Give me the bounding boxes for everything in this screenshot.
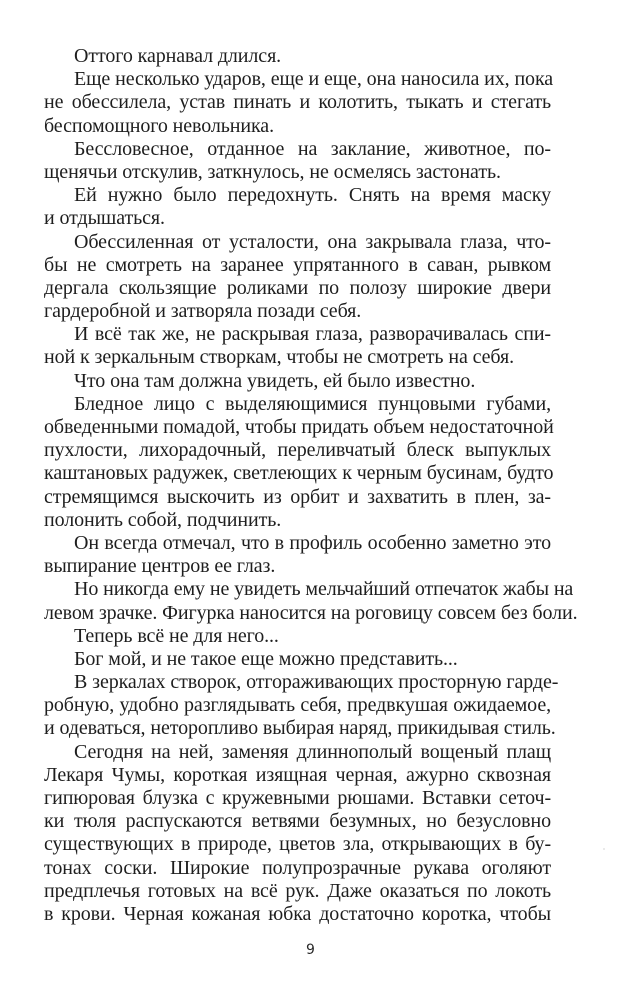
paragraph-line: Лекаря Чумы, короткая изящная черная, ажурно сквозная [44,763,551,786]
paragraph-line: стремящимся выскочить из орбит и захватить в плен, за- [44,485,551,508]
paragraph-line: Ей нужно было передохнуть. Снять на время маску [74,184,551,207]
paragraph-line: робную, удобно разглядывать себя, предвкушая ожидаемое, [44,694,551,717]
paragraph-line: каштановых радужек, светлеющих к черным бусинам, будто [44,462,554,485]
paragraph-line: гипюровая блузка с кружевными рюшами. Вставки сеточ- [44,787,551,809]
page-number: 9 [306,942,315,958]
paragraph-line: щенячьи отскулив, заткнулось, не осмелясь застонать. [44,160,501,183]
paragraph-line: в крови. Черная кожаная юбка достаточно коротка, чтобы [44,902,551,925]
paragraph-line: Оттого карнавал длился. [74,45,282,67]
paragraph-line: И всё так же, не раскрывая глаза, разворачивалась спи- [74,323,551,346]
paragraph-line: гардеробной и затворяла позади себя. [44,300,362,323]
paragraph-line: Сегодня на ней, заменяя длиннополый вощеный плащ [74,740,551,763]
paragraph-line: Он всегда отмечал, что в профиль особенно заметно это [74,531,551,554]
paragraph-line: ки тюля распускаются ветвями безумных, но безусловно [44,810,551,833]
page-body-text [44,45,578,926]
scan-speck [603,848,605,850]
paragraph-line: полонить собой, подчинить. [44,508,282,531]
paragraph-line: дергала скользящие роликами по полозу широкие двери [44,276,551,299]
paragraph-line: не обессилела, устав пинать и колотить, тыкать и стегать [44,91,551,114]
paragraph-line: Теперь всё не для него... [74,624,279,647]
paragraph-line: существующих в природе, цветов зла, открывающих в бу- [44,833,551,856]
paragraph-line: Бог мой, и не такое еще можно представить... [74,647,458,670]
paragraph-line: левом зрачке. Фигурка наносится на роговицу совсем без боли. [44,601,578,624]
paragraph-line: Бледное лицо с выделяющимися пунцовыми губами, [74,392,551,415]
paragraph-line: беспомощного невольника. [44,114,274,137]
paragraph-line: обведенными помадой, чтобы придать объем недостаточной [44,416,554,438]
paragraph-line: предплечья готовых на всё рук. Даже оказаться по локоть [44,879,551,902]
paragraph-line: В зеркалах створок, отгораживающих просторную гарде- [74,671,559,694]
paragraph-line: и одеваться, неторопливо выбирая наряд, прикидывая стиль. [44,717,556,740]
paragraph-line: пухлости, лихорадочный, переливчатый блеск выпуклых [44,439,551,462]
paragraph-line: Что она там должна увидеть, ей было известно. [74,369,476,392]
paragraph-line: бы не смотреть на заранее упрятанного в саван, рывком [44,253,551,276]
paragraph-line: Обессиленная от усталости, она закрывала глаза, что- [74,230,551,253]
paragraph-line: и отдышаться. [44,207,165,230]
paragraph-line: ной к зеркальным створкам, чтобы не смотреть на себя. [44,346,515,369]
paragraph-line: Еще несколько ударов, еще и еще, она наносила их, пока [74,68,554,91]
paragraph-line: тонах соски. Широкие полупрозрачные рукава оголяют [44,856,551,879]
paragraph-line: выпирание центров ее глаз. [44,555,276,578]
paragraph-line: Но никогда ему не увидеть мельчайший отпечаток жабы на [74,578,574,601]
paragraph-line: Бессловесное, отданное на заклание, животное, по- [74,137,551,160]
